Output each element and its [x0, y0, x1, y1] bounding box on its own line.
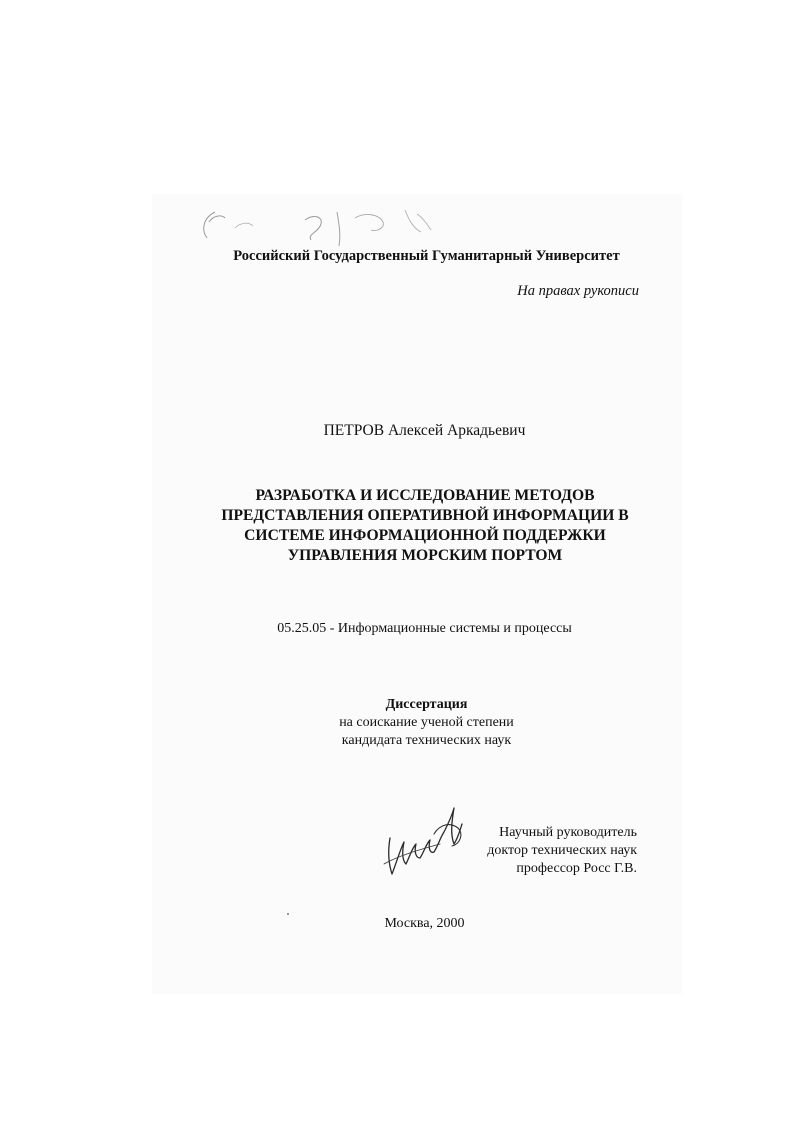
- degree-name-line: кандидата технических наук: [341, 733, 512, 748]
- title-line: РАЗРАБОТКА И ИССЛЕДОВАНИЕ МЕТОДОВ: [255, 487, 595, 504]
- title-line: СИСТЕМЕ ИНФОРМАЦИОННОЙ ПОДДЕРЖКИ: [244, 527, 606, 544]
- supervisor-name: профессор Росс Г.В.: [516, 861, 637, 876]
- dissertation-type: Диссертация: [385, 697, 468, 712]
- scan-speck: [287, 913, 289, 915]
- author-name: ПЕТРОВ Алексей Аркадьевич: [323, 422, 526, 439]
- degree-purpose-line: на соискание ученой степени: [339, 715, 514, 730]
- title-line: УПРАВЛЕНИЯ МОРСКИМ ПОРТОМ: [287, 547, 563, 564]
- supervisor-degree: доктор технических наук: [487, 843, 637, 858]
- specialty-code: 05.25.05 - Информационные системы и процессы: [277, 621, 572, 636]
- dissertation-info: [0, 696, 795, 750]
- university-name: Российский Государственный Гуманитарный Университет: [233, 248, 620, 264]
- dissertation-title: [150, 486, 700, 566]
- pencil-scribble-icon: [195, 200, 445, 250]
- city-year: Москва, 2000: [384, 916, 465, 931]
- manuscript-rights-note: На правах рукописи: [517, 283, 639, 299]
- signature-icon: [374, 794, 474, 880]
- supervisor-block: [487, 824, 637, 878]
- title-line: ПРЕДСТАВЛЕНИЯ ОПЕРАТИВНОЙ ИНФОРМАЦИИ В: [221, 507, 629, 524]
- supervisor-role: Научный руководитель: [499, 825, 637, 840]
